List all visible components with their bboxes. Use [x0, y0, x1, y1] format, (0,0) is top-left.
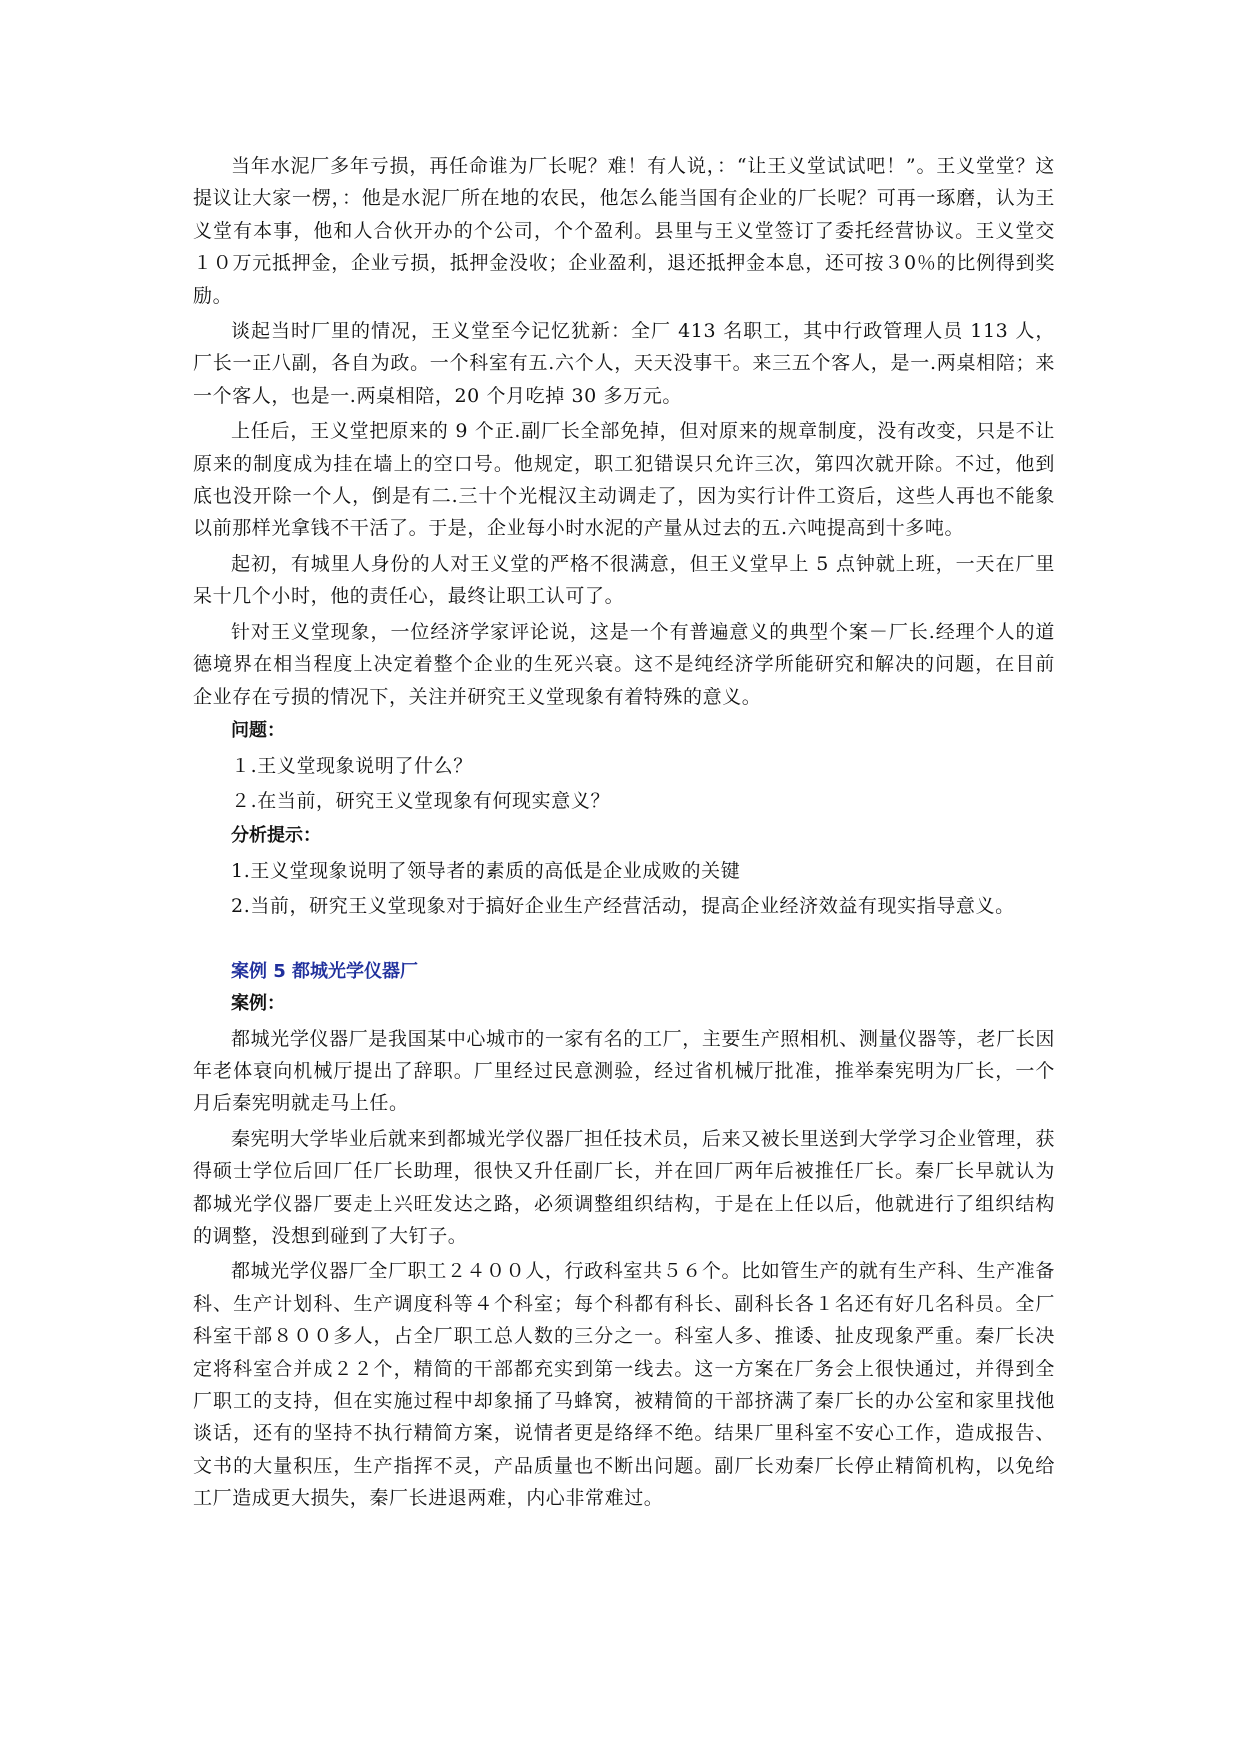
question-1: １.王义堂现象说明了什么？ — [231, 754, 473, 777]
hint-1: 1.王义堂现象说明了领导者的素质的高低是企业成败的关键 — [231, 859, 741, 882]
hint-2: 2.当前，研究王义堂现象对于搞好企业生产经营活动，提高企业经济效益有现实指导意义。 — [231, 895, 1015, 918]
case5-paragraph-1: 都城光学仪器厂是我国某中心城市的一家有名的工厂，主要生产照相机、测量仪器等，老厂长因年老体衰向机械厅提出了辞职。厂里经过民意测验，经过省机械厅批准，推举秦宪明为厂长，一个月后秦宪明就走马上任。 — [193, 1027, 1055, 1115]
case4-paragraph-2: 谈起当时厂里的情况，王义堂至今记忆犹新：全厂 413 名职工，其中行政管理人员 113 人，厂长一正八副，各自为政。一个科室有五.六个人，天天没事干。来三五个客人，是一.两桌相陪；来一个客人，也是一.两桌相陪，20 个月吃掉 30 多万元。 — [193, 320, 1055, 407]
case5-paragraph-2: 秦宪明大学毕业后就来到都城光学仪器厂担任技术员，后来又被长里送到大学学习企业管理，获得硕士学位后回厂任厂长助理，很快又升任副厂长，并在回厂两年后被推任厂长。秦厂长早就认为都城光学仪器厂要走上兴旺发达之路，必须调整组织结构，于是在上任以后，他就进行了组织结构的调整，没想到碰到了大钉子。 — [193, 1127, 1055, 1247]
case5-label: 案例： — [231, 992, 285, 1014]
case5-paragraph-3: 都城光学仪器厂全厂职工２４００人，行政科室共５６个。比如管生产的就有生产科、生产准备科、生产计划科、生产调度科等４个科室；每个科都有科长、副科长各１名还有好几名科员。全厂科室干部８００多人，占全厂职工总人数的三分之一。科室人多、推诿、扯皮现象严重。秦厂长决定将科室合并成２２个，精简的干部都充实到第一线去。这一方案在厂务会上很快通过，并得到全厂职工的支持，但在实施过程中却象捅了马蜂窝，被精简的干部挤满了秦厂长的办公室和家里找他谈话，还有的坚持不执行精简方案，说情者更是络绎不绝。结果厂里科室不安心工作，造成报告、文书的大量积压，生产指挥不灵，产品质量也不断出问题。副厂长劝秦厂长停止精简机构，以免给工厂造成更大损失，秦厂长进退两难，内心非常难过。 — [193, 1260, 1055, 1510]
case5-title: 案例 5 都城光学仪器厂 — [231, 960, 419, 982]
case4-paragraph-3: 上任后，王义堂把原来的 9 个正.副厂长全部免掉，但对原来的规章制度，没有改变，只是不让原来的制度成为挂在墙上的空口号。他规定，职工犯错误只允许三次，第四次就开除。不过，他到底也没开除一个人，倒是有二.三十个光棍汉主动调走了，因为实行计件工资后，这些人再也不能象以前那样光拿钱不干活了。于是，企业每小时水泥的产量从过去的五.六吨提高到十多吨。 — [193, 420, 1055, 540]
question-2: ２.在当前，研究王义堂现象有何现实意义？ — [231, 790, 611, 813]
case4-paragraph-5: 针对王义堂现象，一位经济学家评论说，这是一个有普遍意义的典型个案－厂长.经理个人的道德境界在相当程度上决定着整个企业的生死兴衰。这不是纯经济学所能研究和解决的问题，在目前企业存在亏损的情况下，关注并研究王义堂现象有着特殊的意义。 — [193, 620, 1055, 708]
case4-paragraph-1: 当年水泥厂多年亏损，再任命谁为厂长呢？难！有人说，：“让王义堂试试吧！”。王义堂堂？这提议让大家一楞，：他是水泥厂所在地的农民，他怎么能当国有企业的厂长呢？可再一琢磨，认为王义堂有本事，他和人合伙开办的个公司，个个盈利。县里与王义堂签订了委托经营协议。王义堂交１０万元抵押金，企业亏损，抵押金没收；企业盈利，退还抵押金本息，还可按３0％的比例得到奖励。 — [193, 155, 1055, 307]
hints-heading: 分析提示： — [231, 824, 321, 846]
questions-heading: 问题： — [231, 719, 285, 741]
case4-paragraph-4: 起初，有城里人身份的人对王义堂的严格不很满意，但王义堂早上 5 点钟就上班，一天在厂里呆十几个小时，他的责任心，最终让职工认可了。 — [193, 552, 1055, 608]
document-body — [193, 150, 1055, 1518]
